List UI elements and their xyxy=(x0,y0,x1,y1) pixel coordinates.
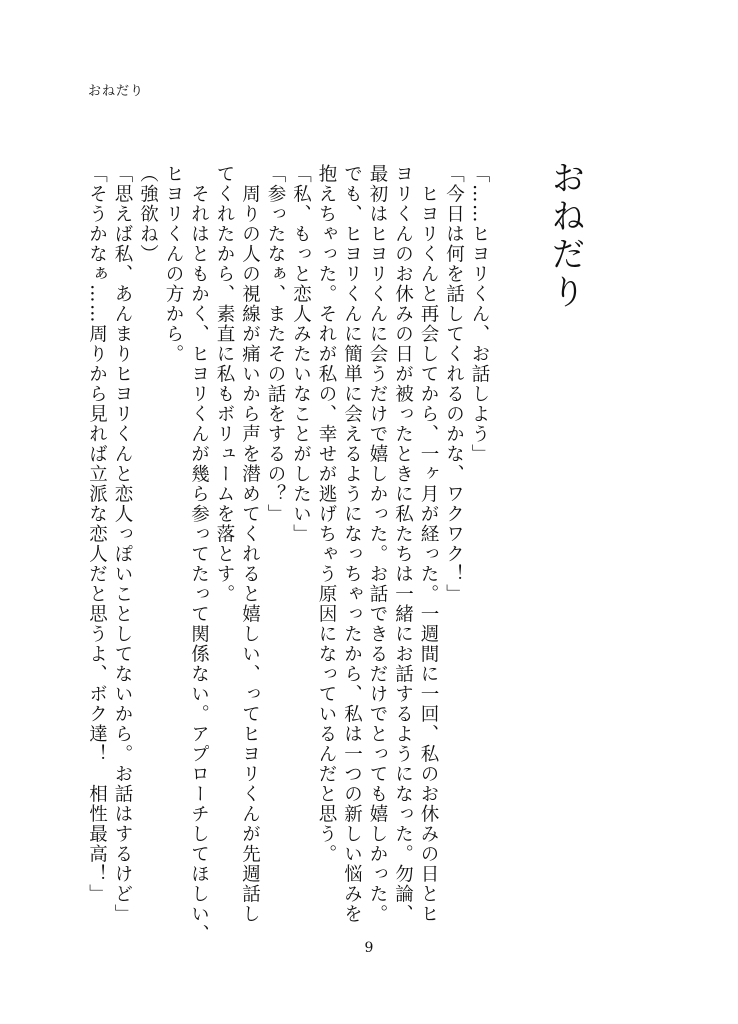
text-line: 最初はヒヨリくんに会うだけで嬉しかった。お話できるだけでとっても嬉しかった。 xyxy=(367,164,388,924)
text-line: ヨリくんのお休みの日が被ったときに私たちは一緒にお話するようになった。勿論、 xyxy=(392,164,414,924)
text-line: 「思えば私、あんまりヒヨリくんと恋人っぽいことしてないから。お話はするけど」 xyxy=(112,164,133,924)
text-line: 「そうかなぁ……周りから見れば立派な恋人だと思うよ、ボク達！ 相性最高！」 xyxy=(86,164,108,904)
text-line: 周りの人の視線が痛いから声を潜めてくれると嬉しい、ってヒヨリくんが先週話し xyxy=(239,164,261,924)
text-line: 「……ヒヨリくん、お話しよう」 xyxy=(469,164,490,464)
body-text xyxy=(86,164,492,944)
text-line: でも、ヒヨリくんに簡単に会えるようになっちゃったから、私は一つの新しい悩みを xyxy=(341,164,363,924)
text-line: 「参ったなぁ、またその話をするの？」 xyxy=(265,164,286,524)
text-line: 抱えちゃった。それが私の、幸せが逃げちゃう原因になっているんだと思う。 xyxy=(316,164,337,864)
text-line: ヒヨリくんと再会してから、一ヶ月が経った。一週間に一回、私のお休みの日とヒ xyxy=(418,164,439,924)
text-line: てくれたから、素直に私もボリュームを落とす。 xyxy=(214,164,235,604)
page-number: 9 xyxy=(364,940,374,956)
running-header: おねだり xyxy=(88,84,145,99)
text-line: 「今日は何を話してくれるのかな、ワクワク！」 xyxy=(443,164,465,604)
chapter-title: おねだり xyxy=(545,160,585,312)
text-line: ヒヨリくんの方から。 xyxy=(163,164,184,364)
text-line: （強欲ね） xyxy=(137,164,159,264)
text-line: 「私、もっと恋人みたいなことがしたい」 xyxy=(290,164,312,544)
text-line: それはともかく、ヒヨリくんが幾ら参ってたって関係ない。アプローチしてほしい、 xyxy=(188,164,210,944)
